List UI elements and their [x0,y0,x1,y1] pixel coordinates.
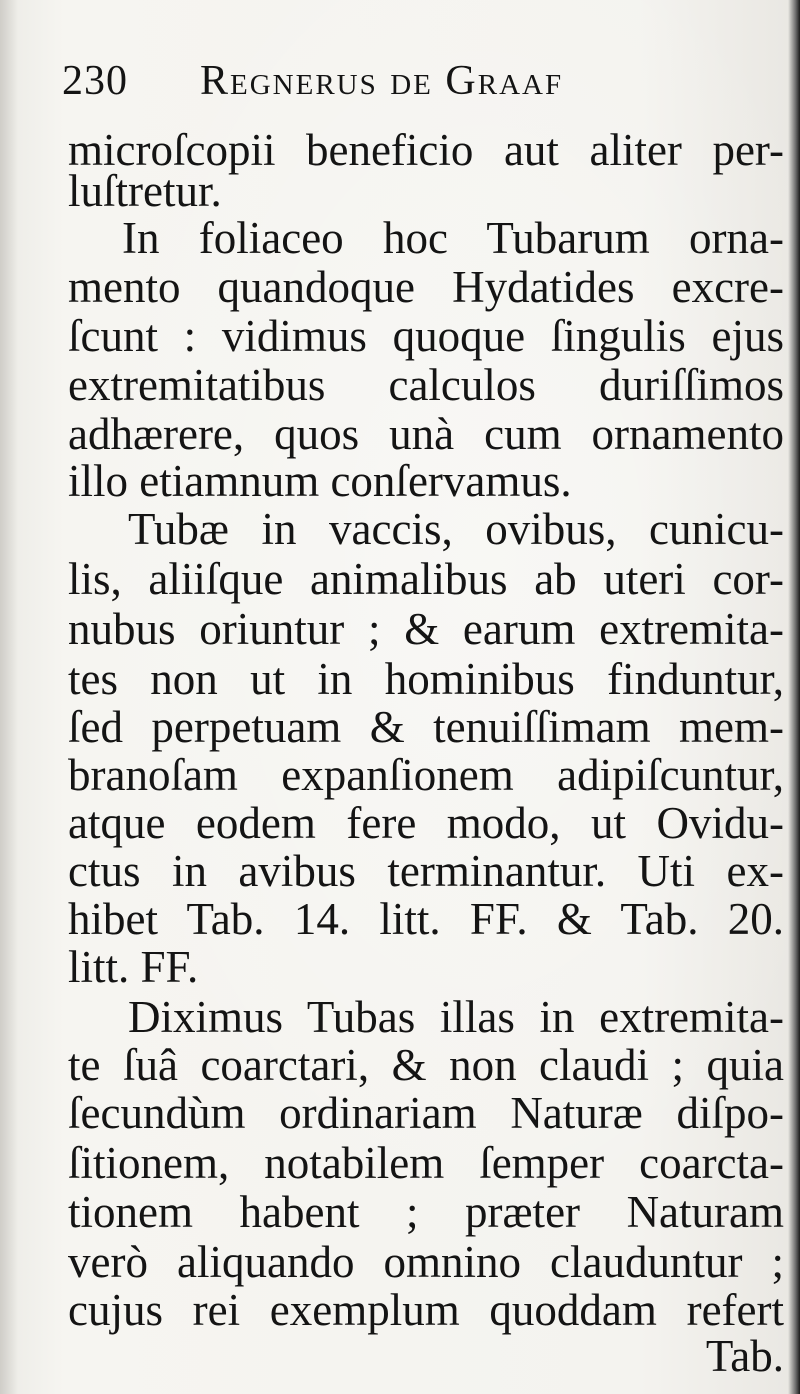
text-line: mento quandoque Hydatides excre- [68,262,784,312]
text-line: illo etiamnum conſervamus. [68,456,572,506]
text-line: branoſam expanſionem adipiſcuntur, [68,750,784,800]
page-edge-shadow [788,0,800,1394]
text-line: Tubæ in vaccis, ovibus, cunicu- [128,504,784,554]
text-line: extremitatibus calculos duriſſimos [68,360,784,410]
page-header [62,56,762,106]
text-line: tes non ut in hominibus finduntur, [68,654,784,704]
text-line: ctus in avibus terminantur. Uti ex- [68,846,784,896]
text-line: litt. FF. [68,942,199,992]
running-head: Regnerus de Graaf [200,58,564,104]
text-line: hibet Tab. 14. litt. FF. & Tab. 20. [68,894,784,944]
text-line: cujus rei exemplum quoddam refert [68,1285,784,1335]
text-line: te ſuâ coarctari, & non claudi ; quia [68,1040,784,1090]
text-line: luſtretur. [68,166,222,216]
text-line: In foliaceo hoc Tubarum orna- [122,213,784,263]
text-line: nubus oriuntur ; & earum extremita- [68,604,784,654]
catchword: Tab. [705,1331,784,1381]
text-line: tionem habent ; præter Naturam [68,1187,784,1237]
text-line: ſitionem, notabilem ſemper coarcta- [68,1138,784,1188]
text-line: atque eodem fere modo, ut Ovidu- [68,798,784,848]
text-line: verò aliquando omnino clauduntur ; [68,1237,784,1287]
text-line: Diximus Tubas illas in extremita- [128,992,784,1042]
text-line: microſcopii beneficio aut aliter per- [68,125,784,175]
text-line: lis, aliiſque animalibus ab uteri cor- [68,554,784,604]
text-line: ſed perpetuam & tenuiſſimam mem- [68,702,784,752]
text-line: adhærere, quos unà cum ornamento [68,409,784,459]
text-line: ſecundùm ordinariam Naturæ diſpo- [68,1088,784,1138]
page-number: 230 [62,58,128,104]
page-gutter-shadow [0,0,18,1394]
text-line: ſcunt : vidimus quoque ſingulis ejus [68,311,784,361]
